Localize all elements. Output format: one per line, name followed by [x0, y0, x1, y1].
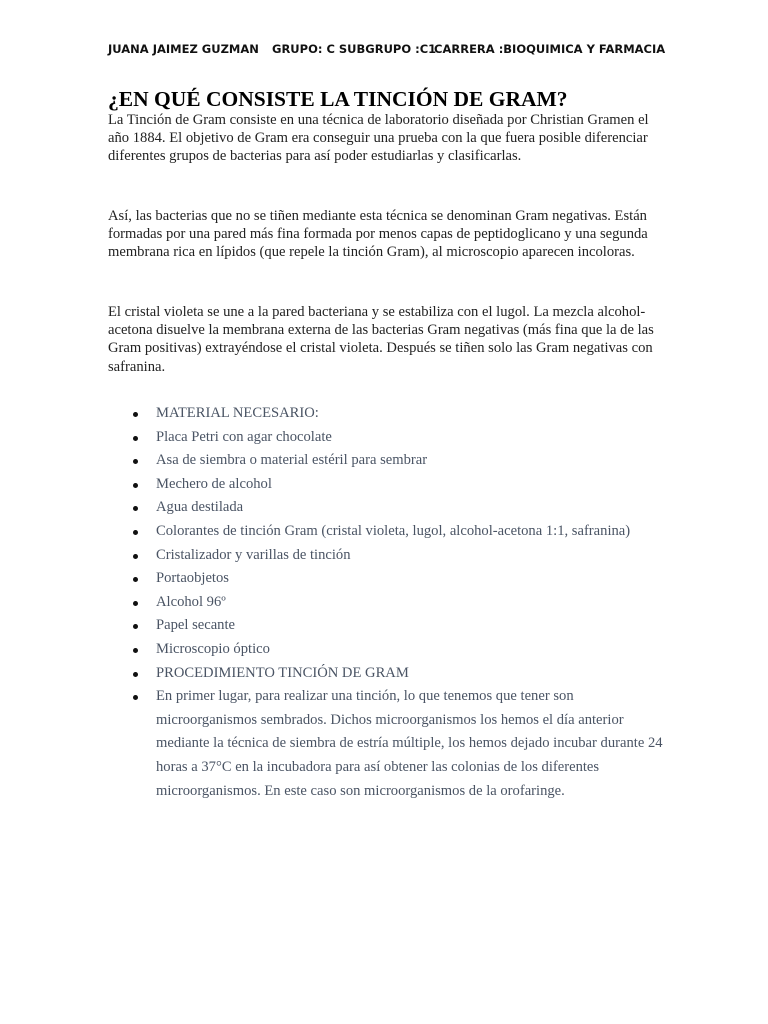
- bullet-icon: [133, 412, 138, 417]
- list-item: Placa Petri con agar chocolate: [156, 426, 666, 450]
- bullet-icon: [133, 624, 138, 629]
- bullet-icon: [133, 577, 138, 582]
- list-item: PROCEDIMIENTO TINCIÓN DE GRAM: [156, 662, 666, 686]
- document-title: ¿EN QUÉ CONSISTE LA TINCIÓN DE GRAM?: [108, 87, 568, 111]
- paragraph-crystal-violet: El cristal violeta se une a la pared bacteriana y se estabiliza con el lugol. La mezcla alcohol-acetona disuelve la membrana externa de las bacterias Gram negativas (más fina que la de las Gram positivas) extrayéndose el cristal violeta. Después se tiñen solo las Gram negativas con safranina.: [108, 304, 654, 375]
- bullet-icon: [133, 648, 138, 653]
- bullet-icon: [133, 436, 138, 441]
- list-item: Portaobjetos: [156, 567, 666, 591]
- paragraph-intro: La Tinción de Gram consiste en una técnica de laboratorio diseñada por Christian Gramen el año 1884. El objetivo de Gram era conseguir una prueba con la que fuera posible diferenciar diferentes grupos de bacterias para así poder estudiarlas y clasificarlas.: [108, 112, 649, 165]
- list-item: MATERIAL NECESARIO:: [156, 402, 666, 426]
- bullet-icon: [133, 601, 138, 606]
- list-item: Microscopio óptico: [156, 638, 666, 662]
- bullet-icon: [133, 672, 138, 677]
- list-item: Agua destilada: [156, 496, 666, 520]
- bullet-icon: [133, 459, 138, 464]
- bullet-icon: [133, 530, 138, 535]
- career-label: CARRERA :BIOQUIMICA Y FARMACIA: [434, 42, 666, 56]
- list-item: Mechero de alcohol: [156, 473, 666, 497]
- list-item: En primer lugar, para realizar una tinción, lo que tenemos que tener son microorganismos sembrados. Dichos microorganismos los hemos el día anterior mediante la técnica de siembra de estría múltiple, los hemos dejado incubar durante 24 horas a 37°C en la incubadora para así obtener las colonias de los diferentes microorganismos. En este caso son microorganismos de la orofaringe.: [156, 685, 666, 803]
- student-name: JUANA JAIMEZ GUZMAN: [108, 42, 259, 56]
- bullet-list: [156, 402, 666, 803]
- list-item: Cristalizador y varillas de tinción: [156, 544, 666, 568]
- list-item: Papel secante: [156, 614, 666, 638]
- bullet-icon: [133, 554, 138, 559]
- bullet-icon: [133, 695, 138, 700]
- bullet-icon: [133, 483, 138, 488]
- list-item: Colorantes de tinción Gram (cristal violeta, lugol, alcohol-acetona 1:1, safranina): [156, 520, 666, 544]
- list-item: Asa de siembra o material estéril para sembrar: [156, 449, 666, 473]
- group-label: GRUPO: C SUBGRUPO :C1: [272, 42, 437, 56]
- document-header: [108, 42, 665, 56]
- bullet-icon: [133, 506, 138, 511]
- list-item: Alcohol 96º: [156, 591, 666, 615]
- paragraph-gram-negative: Así, las bacterias que no se tiñen mediante esta técnica se denominan Gram negativas. Están formadas por una pared más fina formada por menos capas de peptidoglicano y una segunda membrana rica en lípidos (que repele la tinción Gram), al microscopio aparecen incoloras.: [108, 208, 648, 261]
